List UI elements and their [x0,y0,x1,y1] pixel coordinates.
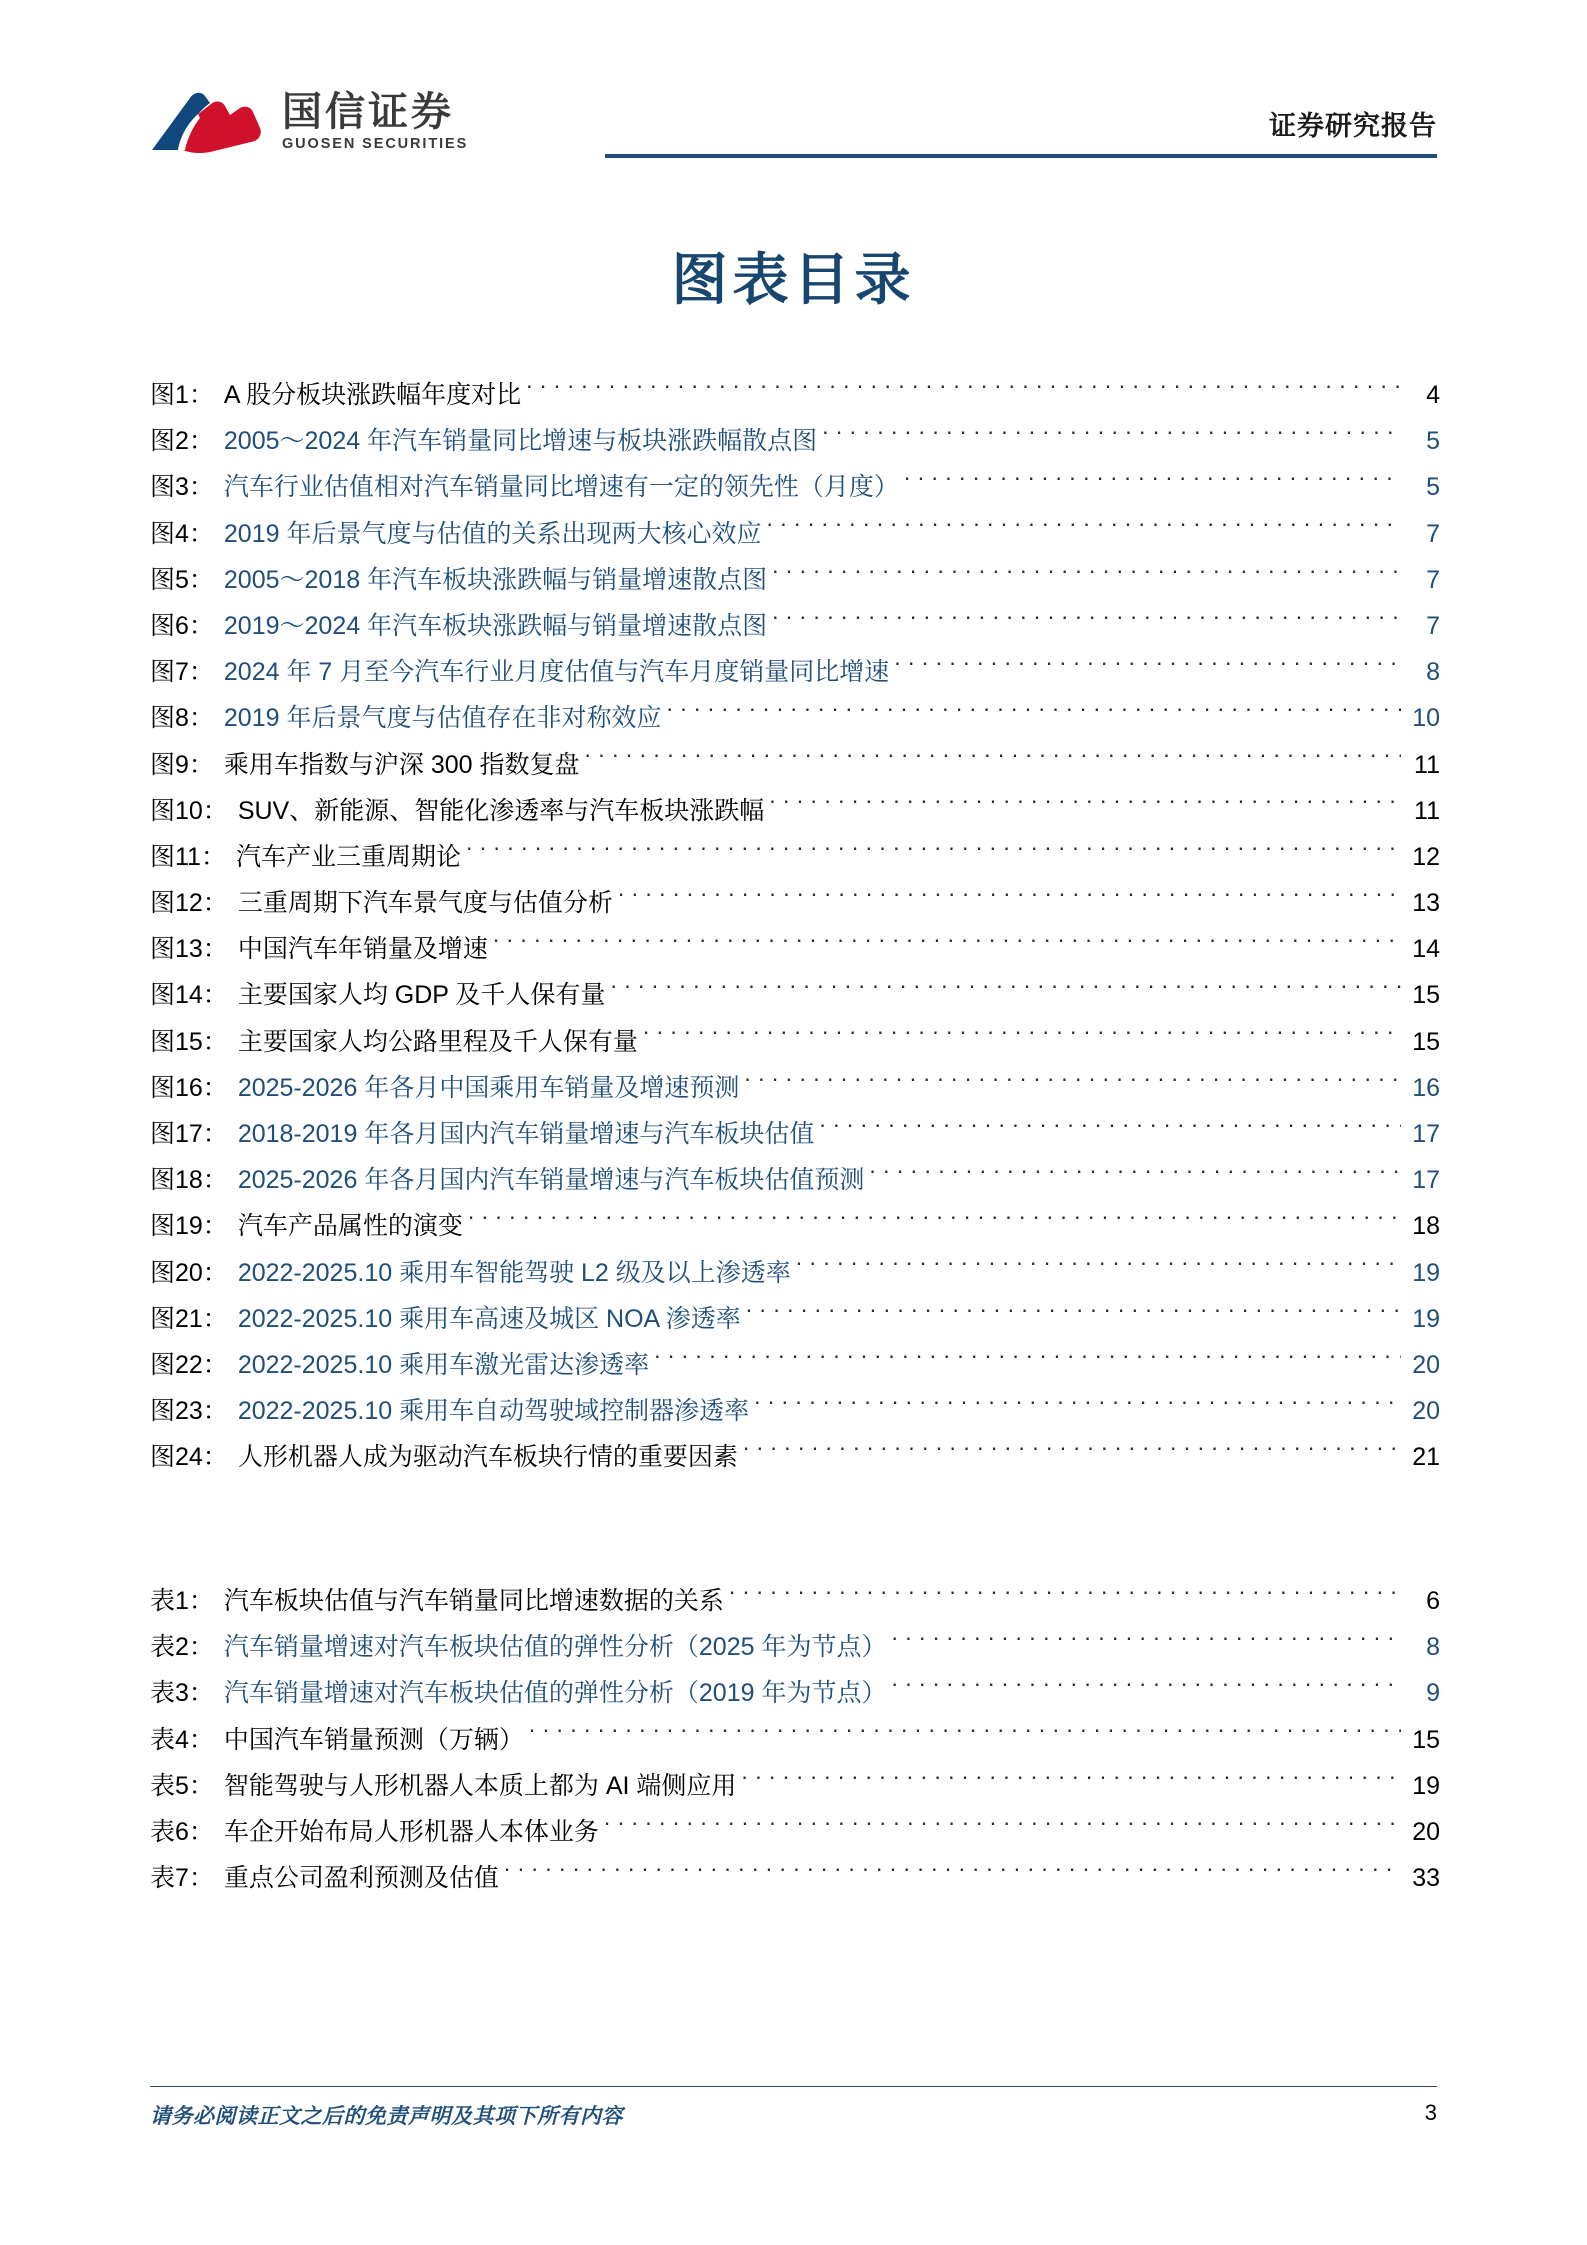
toc-leader-dots [729,1584,1401,1609]
toc-entry-table-5[interactable] [150,1763,1440,1809]
toc-leader-dots [604,1815,1401,1840]
toc-title: 2005～2018 年汽车板块涨跌幅与销量增速散点图 [223,565,768,594]
toc-label: 表7： [150,1864,214,1893]
toc-title: 人形机器人成为驱动汽车板块行情的重要因素 [237,1443,738,1472]
toc-entry-figure-5[interactable] [150,557,1440,603]
toc-title: 2025-2026 年各月国内汽车销量增速与汽车板块估值预测 [237,1166,865,1195]
toc-leader-dots [466,840,1401,865]
toc-entry-figure-4[interactable] [150,511,1440,557]
page-title: 图表目录 [671,248,916,311]
toc-leader-dots [504,1861,1401,1886]
toc-leader-dots [526,378,1401,403]
toc-label: 表3： [150,1679,214,1708]
toc-page-number: 33 [1412,1864,1440,1893]
toc-label: 图8： [150,704,214,733]
toc-page-number: 8 [1426,658,1440,687]
toc-page-number: 8 [1426,1633,1440,1662]
toc-page-number: 19 [1412,1304,1440,1333]
toc-leader-dots [746,1302,1401,1327]
toc-page-number: 20 [1412,1350,1440,1379]
toc-title: 2019 年后景气度与估值存在非对称效应 [223,704,662,733]
toc-page-number: 19 [1412,1771,1440,1800]
toc-entry-table-4[interactable] [150,1717,1440,1763]
toc-entry-figure-24[interactable] [150,1434,1440,1480]
toc-title: 2005～2024 年汽车销量同比增速与板块涨跌幅散点图 [223,427,818,456]
toc-title: 2022-2025.10 乘用车激光雷达渗透率 [237,1350,650,1379]
toc-leader-dots [610,978,1401,1003]
toc-title: 2022-2025.10 乘用车高速及城区 NOA 渗透率 [237,1304,741,1333]
toc-entry-figure-11[interactable] [150,834,1440,880]
toc-entry-table-6[interactable] [150,1809,1440,1855]
report-type-label: 证券研究报告 [1269,111,1437,141]
toc-leader-dots [894,655,1401,680]
toc-label: 图4： [150,519,214,548]
toc-leader-dots [769,794,1401,819]
toc-leader-dots [468,1209,1401,1234]
toc-entry-figure-23[interactable] [150,1388,1440,1434]
toc-page-number: 20 [1412,1817,1440,1846]
toc-label: 图15： [150,1027,228,1056]
toc-title: 2019 年后景气度与估值的关系出现两大核心效应 [223,519,762,548]
toc-label: 图17： [150,1120,228,1148]
toc-page-number: 15 [1412,1027,1440,1056]
toc-title: 主要国家人均公路里程及千人保有量 [237,1027,638,1056]
toc-page-number: 13 [1412,889,1440,918]
toc-entry-figure-22[interactable] [150,1342,1440,1388]
toc-leader-dots [654,1348,1401,1373]
toc-page-number: 21 [1412,1443,1440,1472]
toc-leader-dots [585,748,1401,773]
toc-title: 汽车销量增速对汽车板块估值的弹性分析（2019 年为节点） [223,1679,887,1708]
toc-label: 图20： [150,1258,228,1287]
toc-leader-dots [819,1117,1401,1142]
toc-page-number: 9 [1426,1679,1440,1708]
toc-title: SUV、新能源、智能化渗透率与汽车板块涨跌幅 [237,796,765,825]
toc-title: 2022-2025.10 乘用车自动驾驶域控制器渗透率 [237,1397,750,1426]
toc-label: 图12： [150,889,228,918]
toc-leader-dots [891,1630,1401,1655]
toc-label: 图14： [150,981,228,1010]
toc-entry-table-3[interactable] [150,1670,1440,1716]
toc-entry-figure-14[interactable] [150,972,1440,1018]
toc-leader-dots [869,1163,1401,1188]
toc-entry-table-2[interactable] [150,1624,1440,1670]
toc-label: 表6： [150,1817,214,1846]
toc-page-number: 20 [1412,1397,1440,1426]
toc-page-number: 16 [1412,1073,1440,1102]
toc-entry-figure-19[interactable] [150,1203,1440,1249]
toc-page-number: 5 [1426,473,1440,502]
toc-leader-dots [796,1256,1401,1281]
toc-label: 表4： [150,1725,214,1754]
page-footer [150,2086,1437,2146]
toc-title: 中国汽车年销量及增速 [237,935,488,964]
toc-title: 乘用车指数与沪深 300 指数复盘 [223,750,580,779]
toc-page-number: 11 [1414,750,1440,779]
toc-title: 汽车行业估值相对汽车销量同比增速有一定的领先性（月度） [223,473,899,502]
toc-title: 2018-2019 年各月国内汽车销量增速与汽车板块估值 [237,1120,815,1148]
toc-entry-figure-17[interactable] [150,1111,1440,1157]
toc-page-number: 4 [1426,381,1440,409]
toc-entry-figure-20[interactable] [150,1250,1440,1296]
toc-title: 汽车销量增速对汽车板块估值的弹性分析（2025 年为节点） [223,1633,887,1662]
toc-title: 2019～2024 年汽车板块涨跌幅与销量增速散点图 [223,611,768,640]
toc-page-number: 11 [1414,796,1440,825]
toc-title: 三重周期下汽车景气度与估值分析 [237,889,613,918]
toc-entry-figure-13[interactable] [150,926,1440,972]
logo-english-name: GUOSEN SECURITIES [282,135,469,152]
toc-title: 2024 年 7 月至今汽车行业月度估值与汽车月度销量同比增速 [223,658,890,687]
toc-entry-table-1[interactable] [150,1578,1440,1624]
toc-leader-dots [529,1723,1401,1748]
toc-label: 图23： [150,1397,228,1426]
toc-title: 中国汽车销量预测（万辆） [223,1725,524,1754]
toc-entry-figure-6[interactable] [150,603,1440,649]
toc-label: 图6： [150,611,214,640]
toc-page-number: 15 [1412,1725,1440,1754]
logo-chinese-name: 国信证券 [282,89,454,134]
figure-list [150,372,1440,1481]
header-divider [605,154,1437,158]
toc-label: 图10： [150,796,228,825]
toc-title: 汽车产品属性的演变 [237,1212,463,1241]
toc-page-number: 15 [1412,981,1440,1010]
toc-label: 图18： [150,1166,228,1195]
toc-leader-dots [743,1440,1401,1465]
toc-leader-dots [666,701,1401,726]
toc-entry-figure-7[interactable] [150,649,1440,695]
toc-entry-figure-12[interactable] [150,880,1440,926]
toc-title: 车企开始布局人形机器人本体业务 [223,1817,599,1846]
toc-page-number: 14 [1412,935,1440,964]
toc-entry-figure-1[interactable] [150,372,1440,418]
toc-leader-dots [822,424,1401,449]
toc-label: 图5： [150,565,214,594]
toc-label: 图11： [150,842,226,871]
toc-leader-dots [772,609,1401,634]
toc-label: 图21： [150,1304,228,1333]
toc-leader-dots [744,1071,1401,1096]
disclaimer-note: 请务必阅读正文之后的免责声明及其项下所有内容 [150,2105,623,2128]
toc-label: 图22： [150,1350,228,1379]
toc-entry-figure-2[interactable] [150,418,1440,464]
toc-title: 2025-2026 年各月中国乘用车销量及增速预测 [237,1073,740,1102]
toc-title: A 股分板块涨跌幅年度对比 [223,381,522,409]
toc-page-number: 10 [1412,704,1440,733]
toc-page-number: 19 [1412,1258,1440,1287]
toc-entry-figure-9[interactable] [150,742,1440,788]
toc-title: 智能驾驶与人形机器人本质上都为 AI 端侧应用 [223,1771,737,1800]
toc-leader-dots [754,1394,1401,1419]
footer-page-number: 3 [1424,2100,1437,2125]
toc-label: 图24： [150,1443,228,1472]
toc-page-number: 12 [1412,842,1440,871]
toc-entry-figure-21[interactable] [150,1296,1440,1342]
toc-title: 2022-2025.10 乘用车智能驾驶 L2 级及以上渗透率 [237,1258,791,1287]
toc-page-number: 5 [1426,427,1440,456]
toc-label: 图1： [150,381,214,409]
toc-entry-figure-16[interactable] [150,1065,1440,1111]
footer-divider [150,2086,1437,2087]
toc-label: 表5： [150,1771,214,1800]
toc-page-number: 17 [1412,1120,1440,1148]
toc-entry-figure-10[interactable] [150,788,1440,834]
toc-title: 重点公司盈利预测及估值 [223,1864,499,1893]
page-header [150,78,1437,158]
toc-label: 表2： [150,1633,214,1662]
toc-label: 图3： [150,473,214,502]
toc-label: 图19： [150,1212,228,1241]
toc-entry-figure-8[interactable] [150,695,1440,741]
toc-entry-figure-15[interactable] [150,1019,1440,1065]
toc-page-number: 7 [1426,565,1440,594]
toc-label: 表1： [150,1587,214,1615]
toc-label: 图2： [150,427,214,456]
toc-label: 图7： [150,658,214,687]
toc-entry-figure-18[interactable] [150,1157,1440,1203]
toc-leader-dots [772,563,1401,588]
toc-leader-dots [493,932,1401,957]
toc-entry-figure-3[interactable] [150,464,1440,510]
toc-title: 汽车板块估值与汽车销量同比增速数据的关系 [223,1587,724,1615]
toc-entry-table-7[interactable] [150,1855,1440,1901]
company-logo [150,84,468,154]
toc-page-number: 7 [1426,611,1440,640]
toc-title: 汽车产业三重周期论 [235,842,461,871]
toc-title: 主要国家人均 GDP 及千人保有量 [237,981,606,1010]
toc-leader-dots [891,1676,1401,1701]
toc-page-number: 18 [1412,1212,1440,1241]
toc-leader-dots [643,1025,1401,1050]
table-list [150,1578,1440,1901]
toc-leader-dots [904,470,1401,495]
toc-page-number: 17 [1412,1166,1440,1195]
toc-leader-dots [741,1769,1401,1794]
toc-leader-dots [618,886,1401,911]
toc-page-number: 7 [1426,519,1440,548]
toc-label: 图9： [150,750,214,779]
toc-leader-dots [766,517,1401,542]
toc-page-number: 6 [1426,1587,1440,1615]
toc-label: 图16： [150,1073,228,1102]
toc-label: 图13： [150,935,228,964]
guosen-logo-icon [150,88,268,154]
